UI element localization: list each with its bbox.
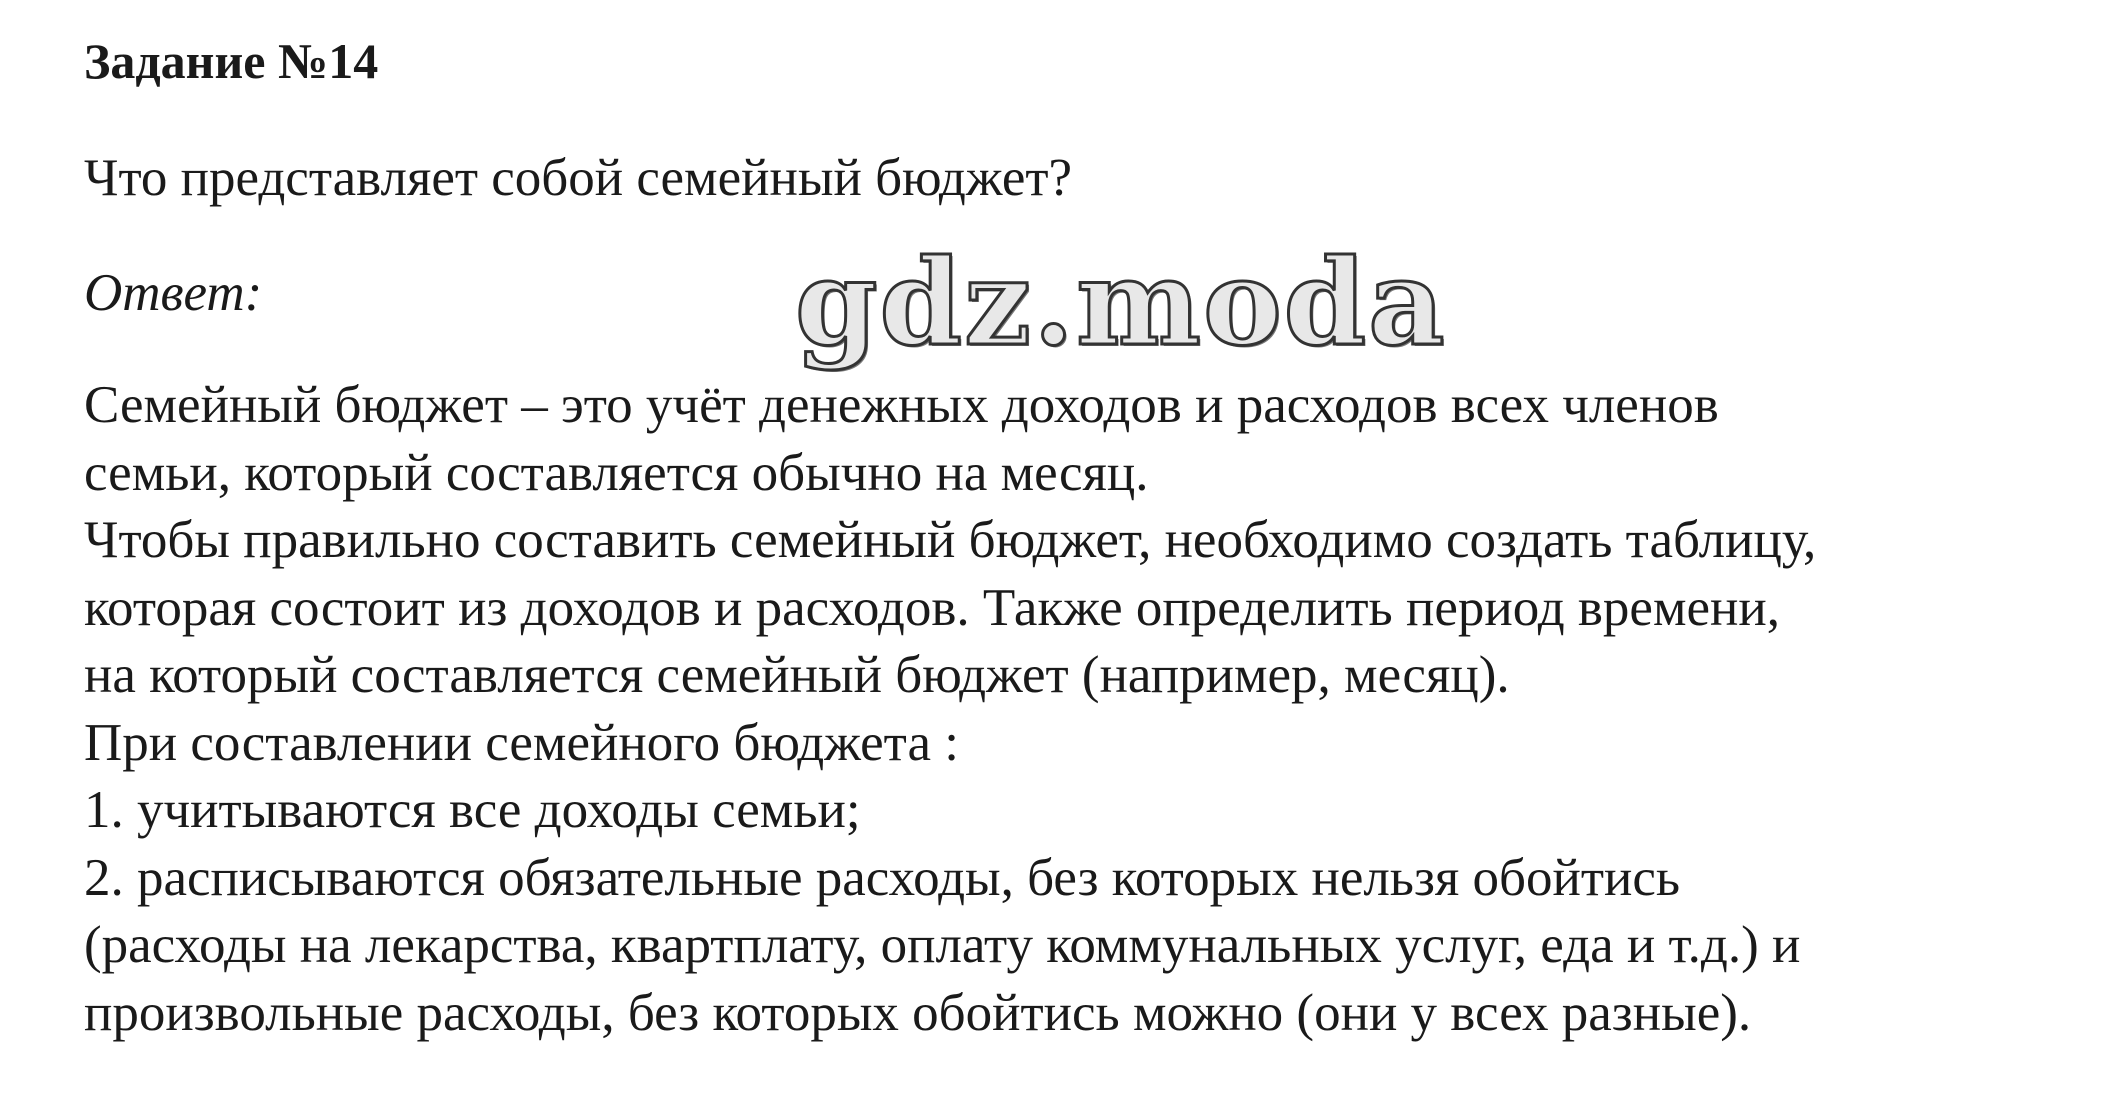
answer-line: 2. расписываются обязательные расходы, без которых нельзя обойтись — [84, 848, 1681, 907]
answer-body — [84, 372, 2044, 1047]
answer-line: При составлении семейного бюджета : — [84, 713, 959, 772]
answer-line: 1. учитываются все доходы семьи; — [84, 781, 861, 839]
answer-line: Семейный бюджет – это учёт денежных доходов и расходов всех членов — [84, 376, 1719, 434]
task-title: Задание №14 — [84, 33, 379, 89]
watermark-logo: gdz.moda — [795, 233, 1447, 372]
answer-line: которая состоит из доходов и расходов. Также определить период времени, — [84, 578, 1780, 637]
answer-line: Чтобы правильно составить семейный бюджет, необходимо создать таблицу, — [84, 511, 1817, 569]
answer-line: произвольные расходы, без которых обойтись можно (они у всех разные). — [84, 983, 1752, 1042]
answer-label: Ответ: — [84, 264, 263, 322]
answer-line: семьи, который составляется обычно на месяц. — [84, 443, 1149, 502]
answer-line: на который составляется семейный бюджет (например, месяц). — [84, 646, 1510, 704]
question-text: Что представляет собой семейный бюджет? — [84, 149, 1073, 207]
answer-line: (расходы на лекарства, квартплату, оплату коммунальных услуг, еда и т.д.) и — [84, 916, 1801, 974]
